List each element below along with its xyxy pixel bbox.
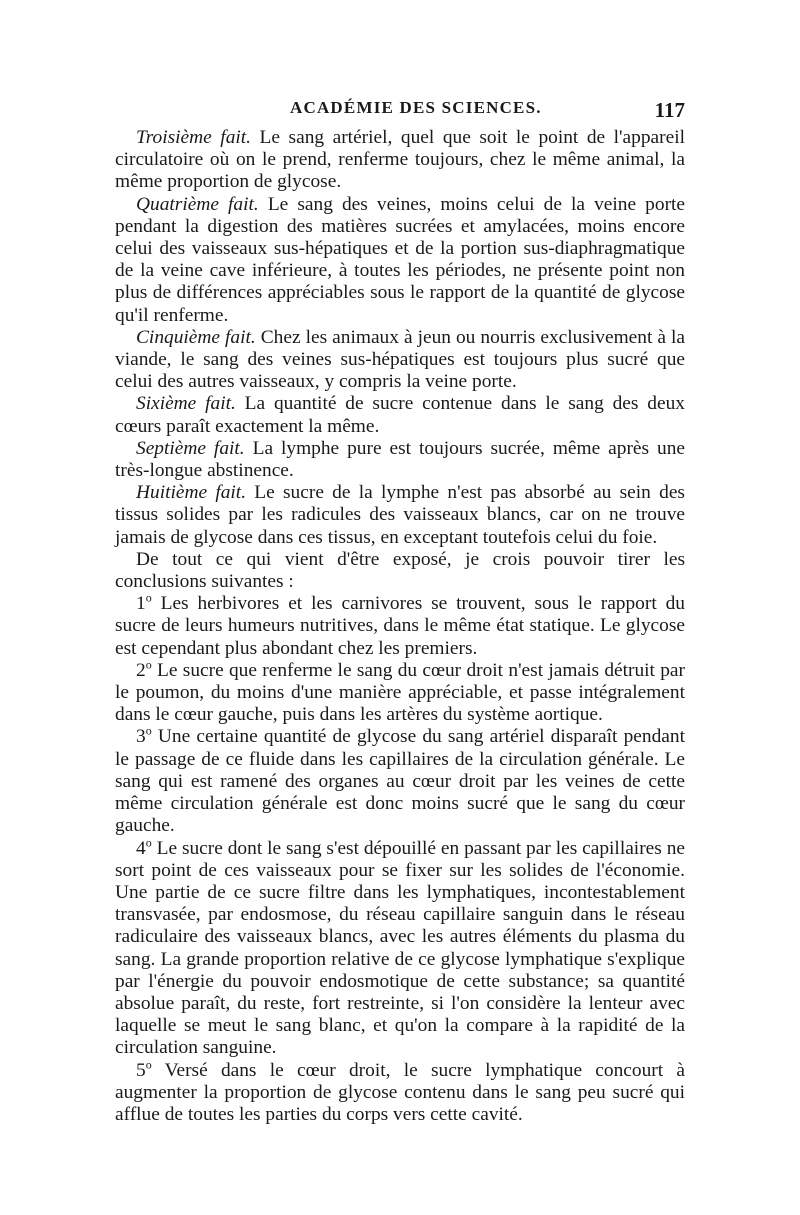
- paragraph-text: Une certaine quantité de glycose du sang artériel disparaît pendant le passage de ce fluide dans les capillaires de la circulation générale. Le sang qui est ramené des organes au cœur droit par les veines de cette même circulation générale est donc moins sucré que le sang du cœur gauche.: [115, 726, 685, 837]
- page-header: [115, 98, 685, 128]
- ordinal-marker: o: [145, 1057, 152, 1072]
- fact-label: Sixième fait.: [136, 393, 236, 415]
- paragraph-text: Les herbivores et les carnivores se trouvent, sous le rapport du sucre de leurs humeurs nutritives, dans le même état statique. Le glycose est cependant plus abondant chez les premiers.: [115, 593, 685, 659]
- paragraph-fact-6: [115, 393, 685, 437]
- conclusion-number: 3: [136, 726, 146, 748]
- paragraph-fact-5: [115, 327, 685, 394]
- paragraph-intro-conclusions: [115, 549, 685, 593]
- paragraph-fact-8: [115, 482, 685, 549]
- fact-label: Quatrième fait.: [136, 193, 259, 215]
- paragraph-text: De tout ce qui vient d'être exposé, je crois pouvoir tirer les conclusions suivantes :: [115, 548, 685, 593]
- running-title: ACADÉMIE DES SCIENCES.: [290, 98, 542, 117]
- paragraph-fact-4: [115, 194, 685, 327]
- paragraph-text: Le sang artériel, quel que soit le point de l'appareil circulatoire où on le prend, renferme toujours, chez le même animal, la même proportion de glycose.: [115, 127, 685, 193]
- conclusion-number: 1: [136, 593, 146, 615]
- paragraph-conclusion-3: [115, 726, 685, 837]
- paragraph-text: Versé dans le cœur droit, le sucre lymphatique concourt à augmenter la proportion de glycose contenu dans le sang peu sucré qui afflue de toutes les parties du corps vers cette cavité.: [115, 1059, 685, 1125]
- paragraph-fact-3: [115, 127, 685, 194]
- paragraph-conclusion-1: [115, 590, 685, 660]
- page-number: 117: [654, 98, 685, 122]
- paragraph-fact-7: [115, 438, 685, 482]
- paragraph-conclusion-2: [115, 657, 685, 727]
- paragraph-text: Chez les animaux à jeun ou nourris exclusivement à la viande, le sang des veines sus-hépatiques est toujours plus sucré que celui des autres vaisseaux, y compris la veine porte.: [115, 326, 685, 393]
- paragraph-text: Le sang des veines, moins celui de la veine porte pendant la digestion des matières sucrées et amylacées, moins encore celui des vaisseaux sus-hépatiques et de la portion sus-diaphragmatique de la veine cave inférieure, à toutes les périodes, ne présente point non plus de différences appréciables sous le rapport de la quantité de glycose qu'il renferme.: [115, 193, 686, 326]
- paragraph-text: La quantité de sucre contenue dans le sang des deux cœurs paraît exactement la même.: [115, 393, 685, 437]
- ordinal-marker: o: [145, 657, 152, 672]
- conclusion-number: 4: [136, 837, 146, 859]
- ordinal-marker: o: [145, 835, 152, 850]
- ordinal-marker: o: [145, 724, 152, 739]
- paragraph-conclusion-5: [115, 1057, 685, 1127]
- paragraph-text: La lymphe pure est toujours sucrée, même après une très-longue abstinence.: [115, 437, 686, 482]
- conclusion-number: 2: [136, 659, 146, 681]
- fact-label: Septième fait.: [136, 437, 245, 459]
- paragraph-text: Le sucre de la lymphe n'est pas absorbé au sein des tissus solides par les radicules des vaisseaux blancs, car on ne trouve jamais de glycose dans ces tissus, en exceptant toutefois celui du foie.: [115, 482, 685, 548]
- paragraph-text: Le sucre dont le sang s'est dépouillé en passant par les capillaires ne sort point de ces vaisseaux pour se fixer sur les solides de l'économie. Une partie de ce sucre filtre dans les lymphatiques, incontestablement transvasée, par endosmose, du réseau capillaire sanguin dans le réseau radiculaire des vaisseaux blancs, avec les autres éléments du plasma du sang. La grande proportion relative de ce glycose lymphatique s'explique par l'énergie du pouvoir endosmotique de cette substance; sa quantité absolue paraît, du reste, fort restreinte, si l'on considère la lenteur avec laquelle se meut le sang blanc, et qu'on la compare à la rapidité de la circulation sanguine.: [115, 837, 685, 1059]
- conclusion-number: 5: [136, 1059, 146, 1081]
- fact-label: Troisième fait.: [136, 127, 252, 148]
- body-text: [115, 127, 685, 1126]
- ordinal-marker: o: [145, 590, 152, 605]
- fact-label: Cinquième fait.: [136, 326, 256, 348]
- fact-label: Huitième fait.: [136, 482, 247, 504]
- paragraph-text: Le sucre que renferme le sang du cœur droit n'est jamais détruit par le poumon, du moins d'une manière appréciable, et passe intégralement dans le cœur gauche, puis dans les artères du système aortique.: [115, 659, 685, 726]
- paragraph-conclusion-4: [115, 835, 685, 1060]
